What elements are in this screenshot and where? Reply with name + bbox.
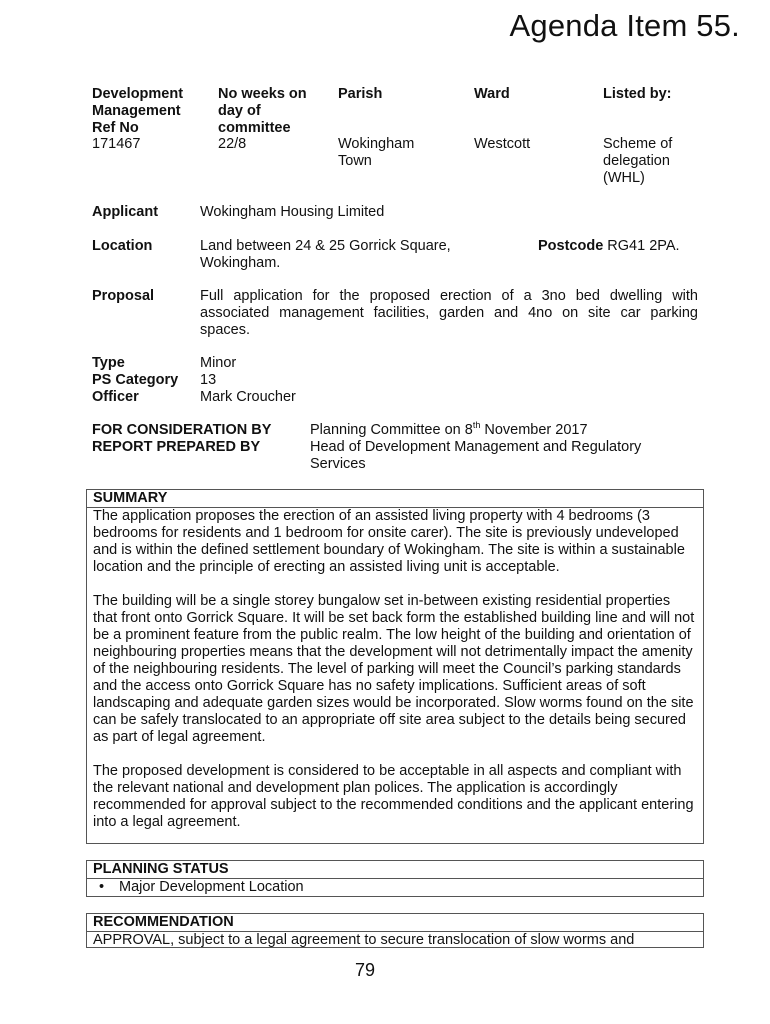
ward-label: Ward (474, 86, 510, 102)
for-consideration-text: Planning Committee on 8 (310, 422, 473, 438)
applicant-value: Wokingham Housing Limited (200, 204, 385, 220)
postcode-label: Postcode (538, 238, 604, 254)
listed-by-value-line: Scheme of (603, 136, 673, 152)
summary-paragraph: The application proposes the erection of an assisted living property with 4 bedrooms (3 bedrooms for residents and 1 bedroom for onsite carer). The site is previously undeveloped and is within the defined settlement boundary of Wokingham. The site is within a sustainable location and the principle of erecting an assisted living unit is acceptable. (93, 508, 685, 575)
agenda-title: Agenda Item 55. (509, 8, 740, 43)
type-value: Minor (200, 355, 237, 371)
type-label: Type (92, 355, 125, 371)
applicant-label: Applicant (92, 204, 159, 220)
weeks-label (218, 86, 307, 137)
summary-body (87, 508, 703, 831)
summary-paragraph: The proposed development is considered to be acceptable in all aspects and compliant with the relevant national and development plan polices. The application is accordingly recommended for approval subject to the recommended conditions and the applicant entering into a legal agreement. (93, 763, 694, 830)
dev-ref-value: 171467 (92, 136, 141, 152)
report-prepared-label: REPORT PREPARED BY (92, 439, 261, 455)
parish-label: Parish (338, 86, 383, 102)
location-value (200, 238, 451, 272)
planning-status-box (86, 860, 704, 897)
recommendation-heading: RECOMMENDATION (87, 914, 703, 932)
proposal-value: Full application for the proposed erection of a 3no bed dwelling with associated management facilities, garden and 4no on site car parking spaces. (200, 288, 698, 338)
postcode (538, 238, 680, 255)
weeks-label-line: No weeks on (218, 86, 307, 102)
proposal-label: Proposal (92, 288, 155, 304)
dev-ref-label (92, 86, 183, 137)
recommendation-text: APPROVAL, subject to a legal agreement to secure translocation of slow worms and (93, 932, 635, 948)
ward-value: Westcott (474, 136, 531, 152)
weeks-value: 22/8 (218, 136, 247, 152)
postcode-value: RG41 2PA. (607, 238, 680, 254)
location-value-line: Land between 24 & 25 Gorrick Square, (200, 238, 451, 254)
parish-value (338, 136, 414, 170)
ordinal-suffix: th (472, 420, 481, 431)
for-consideration-value (310, 422, 588, 439)
officer-label: Officer (92, 389, 139, 405)
summary-heading: SUMMARY (87, 490, 703, 508)
dev-ref-label-line: Management (92, 103, 181, 119)
report-prepared-value: Head of Development Management and Regulatory Services (310, 439, 642, 472)
dev-ref-label-line: Ref No (92, 120, 139, 136)
for-consideration-text-end: November 2017 (480, 422, 588, 438)
location-value-line: Wokingham. (200, 255, 281, 271)
officer-value: Mark Croucher (200, 389, 296, 405)
weeks-label-line: committee (218, 120, 291, 136)
parish-value-line: Wokingham (338, 136, 415, 152)
listed-by-label: Listed by: (603, 86, 672, 102)
page-number: 79 (354, 960, 376, 980)
planning-status-heading: PLANNING STATUS (87, 861, 703, 879)
ps-category-label: PS Category (92, 372, 179, 388)
summary-box (86, 489, 704, 844)
planning-status-item-text: Major Development Location (119, 879, 304, 895)
location-label: Location (92, 238, 153, 254)
summary-paragraph: The building will be a single storey bungalow set in-between existing residential properties that front onto Gorrick Square. It will be set back form the established building line and will not be a prominent feature from the public realm. The low height of the building and orientation of neighbouring properties means that the development will not detrimentally impact the amenity of the neighbouring residents. The level of parking will meet the Council’s parking standards and the access onto Gorrick Square has no safety implications. Sufficient areas of soft landscaping and adequate garden sizes would be incorporated. Slow worms found on the site can be safely translocated to an appropriate off site area subject to the details being secured as part of legal agreement. (93, 593, 695, 745)
for-consideration-label: FOR CONSIDERATION BY (92, 422, 272, 438)
listed-by-value-line: delegation (603, 153, 670, 169)
weeks-label-line: day of (218, 103, 261, 119)
bullet-icon: • (99, 879, 105, 895)
recommendation-box (86, 913, 704, 948)
listed-by-value-line: (WHL) (603, 170, 645, 186)
parish-value-line: Town (338, 153, 372, 169)
planning-status-item (87, 879, 703, 896)
dev-ref-label-line: Development (92, 86, 184, 102)
ps-category-value: 13 (200, 372, 217, 388)
listed-by-value (603, 136, 672, 187)
